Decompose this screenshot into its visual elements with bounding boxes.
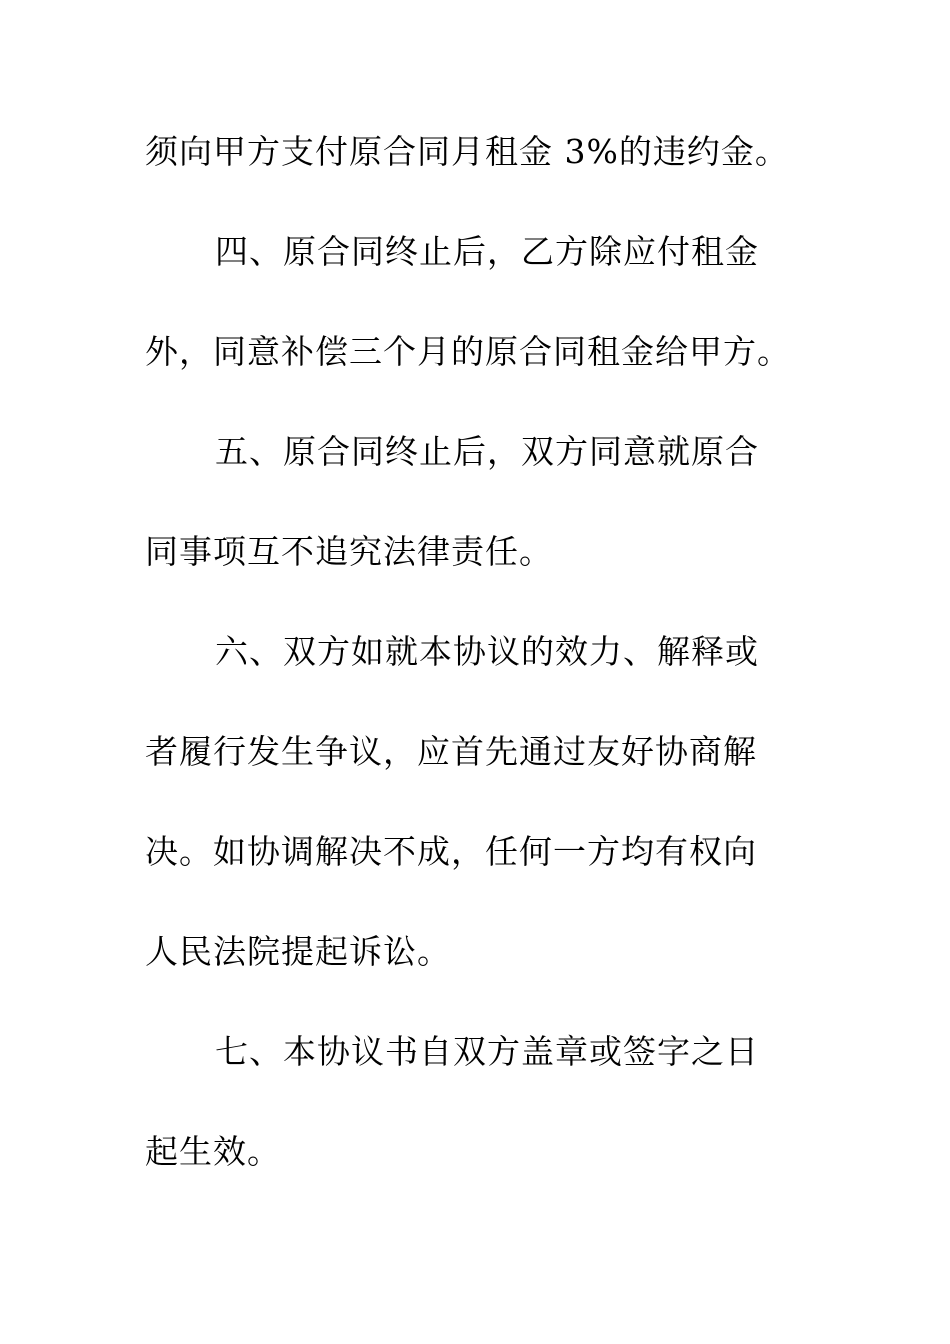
clause-four-text: 四、原合同终止后，乙方除应付租金 [215, 232, 759, 271]
text-line: 须向甲方支付原合同月租金 3%的违约金。 [145, 132, 789, 171]
text-line: 者履行发生争议，应首先通过友好协商解 [145, 732, 757, 771]
text-line: 起生效。 [145, 1132, 281, 1171]
text-line: 外，同意补偿三个月的原合同租金给甲方。 [145, 332, 791, 371]
clause-seven-text: 七、本协议书自双方盖章或签字之日 [215, 1032, 759, 1071]
text-line: 决。如协调解决不成，任何一方均有权向 [145, 832, 757, 871]
clause-five-text: 五、原合同终止后，双方同意就原合 [215, 432, 759, 471]
text-line: 人民法院提起诉讼。 [145, 932, 451, 971]
clause-six-text: 六、双方如就本协议的效力、解释或 [215, 632, 759, 671]
text-line: 同事项互不追究法律责任。 [145, 532, 553, 571]
